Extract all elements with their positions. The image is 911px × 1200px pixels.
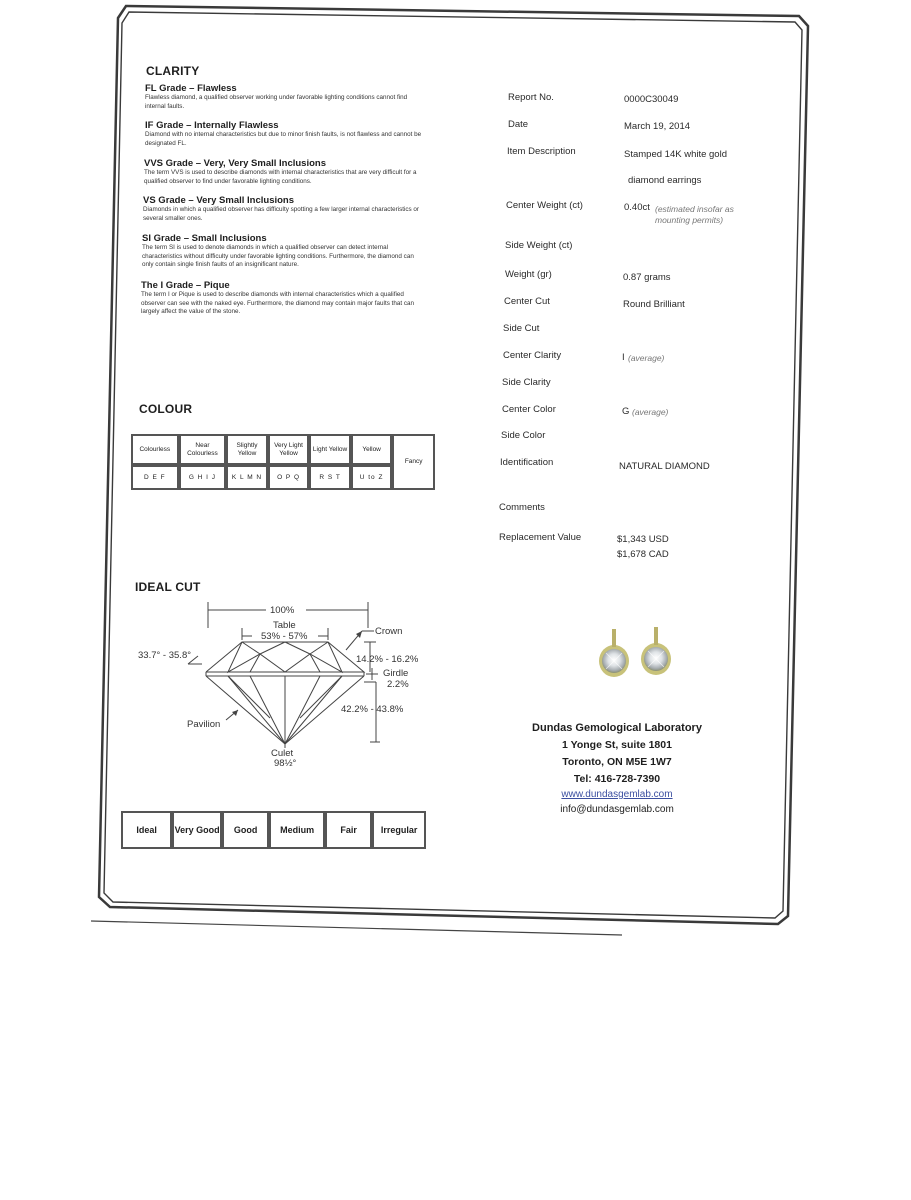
grade-title: SI Grade – Small Inclusions [142, 233, 267, 244]
grade-description: Diamond with no internal characteristics but due to minor finish faults, is not flawless and cannot be designated FL. [145, 131, 422, 147]
diagram-crown-height: 14.2% - 16.2% [356, 654, 419, 665]
lab-contact-block [522, 722, 712, 815]
center-clarity-note: (average) [628, 353, 665, 363]
colour-col-letters: O P Q [268, 465, 310, 490]
center-clarity-label: Center Clarity [503, 350, 562, 361]
report-number-label: Report No. [508, 92, 554, 103]
diagram-girdle-label: Girdle [383, 668, 409, 679]
colour-col-name: Colourless [131, 434, 179, 465]
colour-col-letters: G H I J [179, 465, 227, 490]
center-cut-value: Round Brilliant [623, 299, 685, 310]
lab-phone: Tel: 416-728-7390 [573, 773, 661, 785]
colour-col-name: Near Colourless [179, 434, 227, 465]
diagram-crown-label: Crown [375, 626, 403, 637]
center-weight-label: Center Weight (ct) [506, 200, 583, 211]
earring-right [641, 627, 671, 675]
cut-grade-cell: Medium [269, 811, 325, 849]
clarity-title: CLARITY [146, 64, 200, 78]
colour-col-letters: R S T [309, 465, 351, 490]
date-value: March 19, 2014 [624, 121, 691, 132]
center-clarity-value: I [622, 352, 625, 363]
report-number-value: 0000C30049 [624, 94, 679, 105]
colour-col-name: Very Light Yellow [268, 434, 310, 465]
center-color-label: Center Color [502, 404, 556, 415]
colour-col-name: Slightly Yellow [226, 434, 268, 465]
clarity-grade-i [141, 280, 426, 317]
diagram-girdle-value: 2.2% [387, 679, 409, 690]
colour-col-letters: K L M N [226, 465, 268, 490]
replacement-value-usd: $1,343 USD [617, 534, 669, 545]
grade-description: Flawless diamond, a qualified observer working under favorable lighting conditions cannot find internal faults. [145, 94, 408, 110]
diagram-total-label: 100% [270, 605, 295, 616]
lab-address-1: 1 Yonge St, suite 1801 [562, 739, 672, 751]
lab-name: Dundas Gemological Laboratory [532, 722, 702, 734]
diagram-table-label: Table [273, 620, 296, 631]
side-weight-label: Side Weight (ct) [505, 240, 573, 251]
center-weight-value: 0.40ct [624, 202, 650, 213]
diagram-table-range: 53% - 57% [261, 631, 308, 642]
identification-label: Identification [500, 457, 554, 468]
diagram-crown-angle: 33.7° - 35.8° [138, 650, 192, 661]
clarity-grade-vs [143, 195, 423, 223]
center-color-value: G [622, 406, 630, 417]
clarity-grade-si [142, 233, 422, 270]
grade-title: FL Grade – Flawless [145, 83, 237, 94]
replacement-value-cad: $1,678 CAD [617, 549, 669, 560]
weight-value: 0.87 grams [623, 272, 671, 283]
diagram-culet-value: 98½° [274, 758, 297, 769]
grade-title: IF Grade – Internally Flawless [145, 120, 279, 131]
colour-col-name: Light Yellow [309, 434, 351, 465]
item-description-label: Item Description [507, 146, 576, 157]
cut-grade-cell: Very Good [172, 811, 221, 849]
earring-left [599, 629, 629, 677]
cut-grade-cell: Ideal [121, 811, 172, 849]
cut-grade-cell: Good [222, 811, 270, 849]
colour-scale-table [131, 434, 435, 490]
colour-title: COLOUR [139, 402, 193, 416]
earrings-photo [588, 625, 688, 687]
colour-col-name: Fancy [392, 434, 435, 490]
center-cut-label: Center Cut [504, 296, 550, 307]
side-color-label: Side Color [501, 430, 546, 441]
grade-title: VVS Grade – Very, Very Small Inclusions [144, 158, 326, 169]
weight-label: Weight (gr) [505, 269, 552, 280]
grade-title: The I Grade – Pique [141, 280, 230, 291]
grade-title: VS Grade – Very Small Inclusions [143, 195, 295, 206]
clarity-grade-if [145, 120, 425, 148]
comments-label: Comments [499, 502, 545, 513]
side-cut-label: Side Cut [503, 323, 540, 334]
item-description-value-2: diamond earrings [628, 175, 702, 186]
identification-value: NATURAL DIAMOND [619, 461, 710, 472]
cut-grade-cell: Irregular [372, 811, 426, 849]
diagram-pavilion-label: Pavilion [187, 719, 221, 730]
ideal-cut-title: IDEAL CUT [135, 580, 201, 594]
clarity-grade-vvs [144, 158, 424, 186]
lab-address-2: Toronto, ON M5E 1W7 [562, 756, 672, 768]
grade-description: The term I or Pique is used to describe diamonds with internal characteristics which a qualified observer can see with the naked eye. Furthermore, the diamond may contain major faults that can largely affect the value of the stone. [141, 291, 415, 316]
replacement-value-label: Replacement Value [499, 532, 582, 543]
diagram-pavilion-depth: 42.2% - 43.8% [341, 704, 404, 715]
grade-description: The term VVS is used to describe diamonds with internal characteristics that are very difficult for a qualified observer to find under favorable lighting conditions. [144, 169, 417, 185]
grade-description: The term SI is used to denote diamonds in which a qualified observer can detect internal characteristics without difficulty under favorable lighting conditions. Furthermore, the diamond can only contain single finish faults of an insignificant nature. [142, 244, 414, 269]
date-label: Date [508, 119, 529, 130]
item-description-value: Stamped 14K white gold [624, 149, 727, 160]
lab-website-link[interactable]: www.dundasgemlab.com [561, 789, 673, 800]
colour-col-letters: D E F [131, 465, 179, 490]
center-weight-note: (estimated insofar as mounting permits) [655, 204, 734, 225]
center-color-note: (average) [632, 407, 669, 417]
diagram-culet-label: Culet [271, 748, 294, 759]
clarity-grade-fl [145, 83, 425, 111]
cut-grade-cell: Fair [325, 811, 372, 849]
lab-email[interactable]: info@dundasgemlab.com [560, 804, 674, 815]
grade-description: Diamonds in which a qualified observer has difficulty spotting a few larger internal characteristics or several smaller ones. [143, 206, 420, 222]
colour-col-letters: U to Z [351, 465, 393, 490]
side-clarity-label: Side Clarity [502, 377, 551, 388]
cut-grade-table [121, 811, 426, 849]
colour-col-name: Yellow [351, 434, 393, 465]
